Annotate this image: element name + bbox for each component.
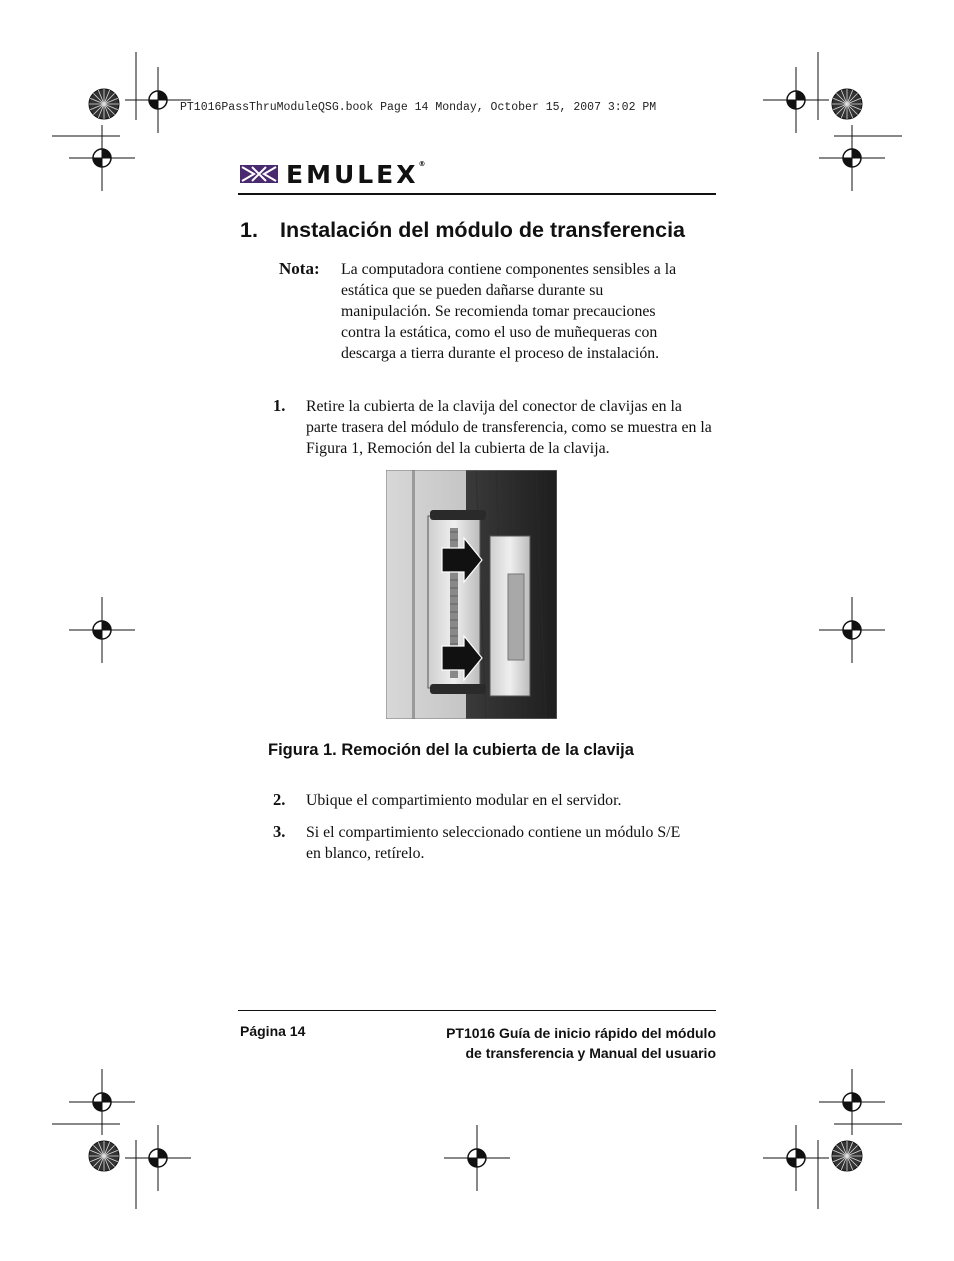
footer-title-line-2: de transferencia y Manual del usuario: [465, 1045, 716, 1061]
step-3-number: 3.: [273, 822, 286, 841]
step-1-text: Retire la cubierta de la clavija del conector de clavijas en la parte trasera del módulo de transferencia, como se muestra en la Figura 1, Remoción del la cubierta de la clavija.: [306, 398, 712, 457]
emulex-logo-icon: [240, 163, 278, 185]
step-1-number: 1.: [273, 396, 286, 415]
section-title: Instalación del módulo de transferencia: [280, 218, 686, 242]
pin-cover-removal-figure: [386, 470, 557, 719]
logo-wordmark: [286, 160, 426, 189]
footer-title-line-1: PT1016 Guía de inicio rápido del módulo: [446, 1025, 716, 1041]
step-2-number: 2.: [273, 790, 286, 809]
note-text: La computadora contiene componentes sensibles a la estática que se pueden dañarse durante su manipulación. Se recomienda tomar precauciones contra la estática, como el uso de muñequeras con descarga a tierra durante el proceso de instalación.: [341, 261, 677, 362]
footer-page-number: Página 14: [240, 1023, 306, 1039]
section-heading: [240, 218, 685, 243]
logo-registered: ®: [418, 159, 426, 168]
note-label: Nota:: [279, 259, 320, 278]
footer-document-title: [446, 1023, 716, 1063]
file-info-line: PT1016PassThruModuleQSG.book Page 14 Monday, October 15, 2007 3:02 PM: [180, 101, 657, 114]
step-2-text: Ubique el compartimiento modular en el servidor.: [306, 792, 622, 809]
step-3-text: Si el compartimiento seleccionado contiene un módulo S/E en blanco, retírelo.: [306, 824, 681, 862]
figure-caption: Figura 1. Remoción del la cubierta de la clavija: [268, 741, 634, 759]
header-rule: [238, 193, 716, 195]
logo-brand: EMULEX: [286, 159, 419, 189]
emulex-logo: [240, 160, 426, 188]
footer-rule: [238, 1010, 716, 1011]
section-number: 1.: [240, 218, 258, 242]
